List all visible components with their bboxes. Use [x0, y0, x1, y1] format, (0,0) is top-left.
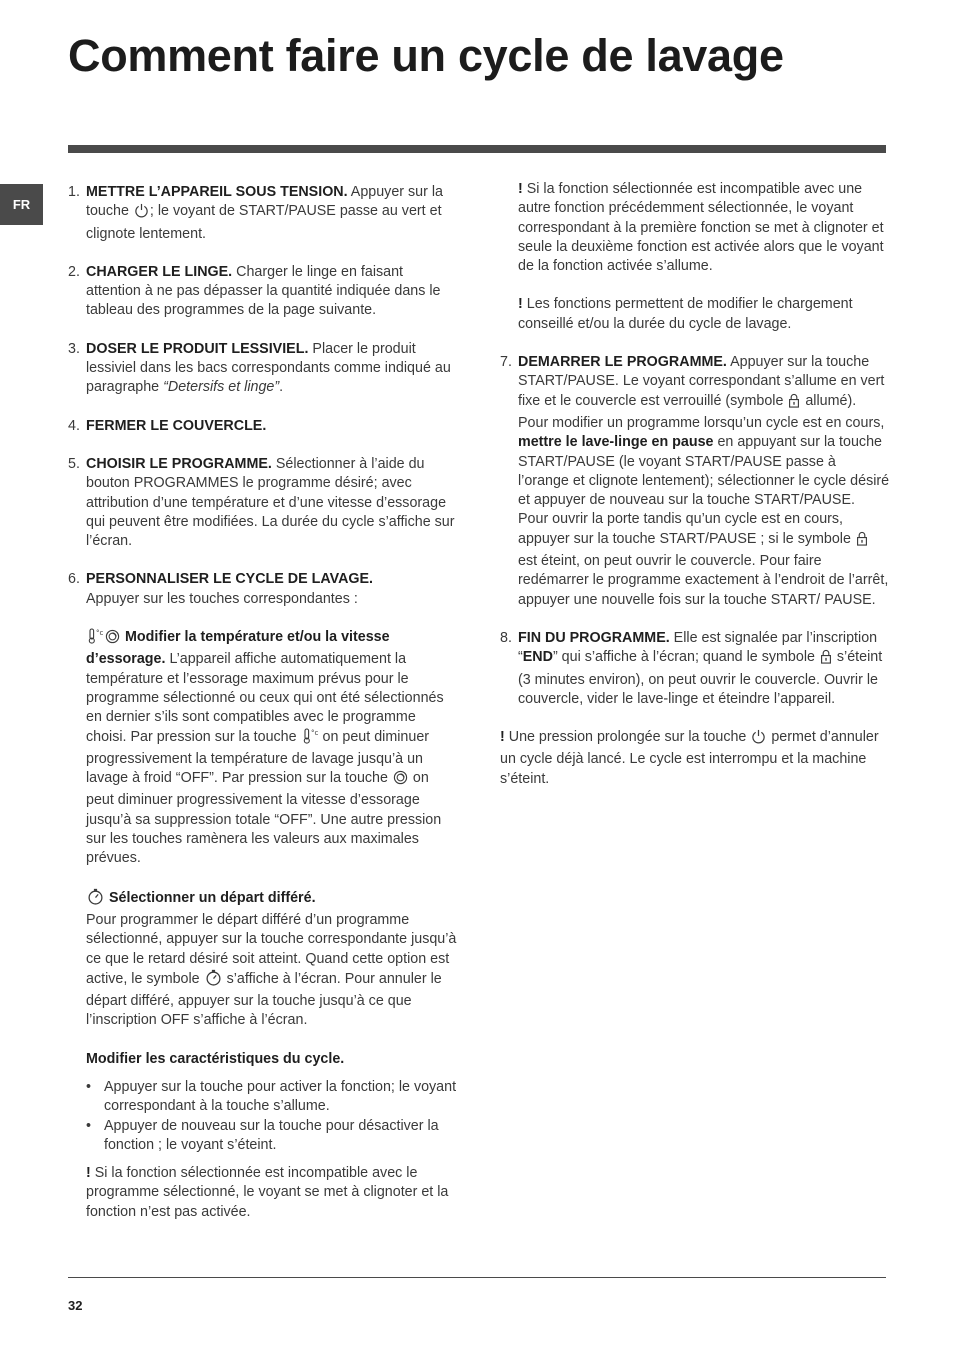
list-item: • Appuyer de nouveau sur la touche pour désactiver la fonction ; le voyant s’éteint.	[86, 1117, 439, 1153]
page-number: 32	[68, 1298, 83, 1313]
lock-icon	[788, 393, 800, 414]
step-6: 6. PERSONNALISER LE CYCLE DE LAVAGE. Appuyer sur les touches correspondantes :	[68, 571, 374, 607]
spin-icon	[105, 629, 120, 650]
step-heading: CHARGER LE LINGE.	[86, 263, 233, 280]
timer-icon	[205, 969, 222, 992]
step-heading: DOSER LE PRODUIT LESSIVIEL.	[86, 340, 309, 357]
svg-text:°c: °c	[310, 728, 318, 737]
step-heading: DEMARRER LE PROGRAMME.	[518, 354, 727, 371]
lock-icon	[820, 649, 832, 670]
modify-heading: Modifier les caractéristiques du cycle.	[86, 1050, 345, 1067]
note-long-press: ! Une pression prolongée sur la touche permet d’annuler un cycle déjà lancé. Le cycle est interrompu et la machine s’éteint.	[500, 729, 879, 787]
step-heading: FIN DU PROGRAMME.	[518, 629, 670, 646]
thermometer-icon	[87, 628, 103, 650]
delay-section: Sélectionner un départ différé. Pour programmer le départ différé d’un programme sélectionné, appuyer sur la touche correspondante jusqu’à ce que le retard désiré soit atteint. Quand cette option est active, le symbole s’affiche à l’écran. Pour annuler le départ différé, appuyer sur la touche jusqu’à ce que l’inscription OFF s’affiche à l’écran.	[86, 889, 457, 1029]
thermometer-icon	[302, 728, 318, 750]
footer-divider	[68, 1277, 886, 1278]
step-2: 2. CHARGER LE LINGE. Charger le linge en faisant attention à ne pas dépasser la quantité indiquée dans le tableau des programmes de la page suivante.	[68, 263, 441, 319]
modify-heading-block	[68, 1050, 460, 1069]
language-tab: FR	[0, 184, 43, 225]
step-7: 7. DEMARRER LE PROGRAMME. Appuyer sur la touche START/PAUSE. Le voyant correspondant s’allume en vert fixe et le couvercle est verrouillé (symbole allumé). Pour modifier un programme lorsqu’un cycle est en cours, mettre le lave-linge en pause en appuyant sur la touche START/PAUSE (le voyant START/PAUSE passe à l’orange et clignote lentement); sélectionner le cycle désiré et appuyer de nouveau sur la touche START/PAUSE. Pour ouvrir la porte tandis qu’un cycle est en cours, appuyer sur la touche START/PAUSE ; si le symbole est éteint, on peut ouvrir le couvercle. Pour faire redémarrer le programme exactement à l’endroit de l’arrêt, appuyer une nouvelle fois sur la touche START/ PAUSE.	[500, 354, 890, 608]
svg-text:°c: °c	[96, 629, 103, 638]
step-heading: FERMER LE COUVERCLE.	[86, 417, 267, 434]
timer-icon	[87, 888, 104, 911]
step-5: 5. CHOISIR LE PROGRAMME. Sélectionner à l’aide du bouton PROGRAMMES le programme désiré; avec attribution d’une température et d’une vitesse d’essorage qui peuvent être modifiées. La durée du cycle s’affiche sur l’écran.	[68, 455, 455, 550]
delay-heading: Sélectionner un départ différé.	[108, 889, 316, 906]
page-title: Comment faire un cycle de lavage	[68, 30, 784, 81]
lock-icon	[856, 531, 868, 552]
note-incompatible-program: ! Si la fonction sélectionnée est incompatible avec le programme sélectionné, le voyant se met à clignoter et la fonction n’est pas activée.	[86, 1165, 449, 1220]
note-incompatible-function: ! Si la fonction sélectionnée est incompatible avec une autre fonction précédemment sélectionnée, le voyant correspondant à la première fonction se met à clignoter et seule la deuxième fonction est activée alors que le voyant de la fonction activée s’allume.	[518, 181, 884, 275]
title-divider	[68, 145, 886, 153]
temp-spin-section: °c Modifier la température et/ou la vitesse d’essorage. L’appareil affiche automatiquement la température et l’essorage maximum prévus pour le programme sélectionné ou ceux qui ont été sélectionnés en dernier s’ils sont compatibles avec le programme choisi. Par pression sur la touche °c on peut diminuer progressivement la température de lavage jusqu’à un lavage à froid “OFF”. Par pression sur la touche on peut diminuer progressivement la vitesse d’essorage jusqu’à sa suppression totale “OFF”. Une autre pression sur les touches ramènera les valeurs aux maximales prévues.	[86, 629, 444, 867]
step-heading: PERSONNALISER LE CYCLE DE LAVAGE.	[86, 571, 374, 588]
step-heading: METTRE L’APPAREIL SOUS TENSION.	[86, 184, 348, 200]
note-functions: ! Les fonctions permettent de modifier le chargement conseillé et/ou la durée du cycle de lavage.	[518, 296, 853, 332]
power-icon	[751, 729, 766, 750]
spin-icon	[393, 770, 408, 791]
end-label: END	[522, 649, 553, 666]
temp-spin-heading: Modifier la température et/ou la vitesse d’essorage.	[86, 629, 390, 668]
left-column	[68, 183, 460, 1222]
right-column	[500, 180, 890, 789]
step-1: 1. METTRE L’APPAREIL SOUS TENSION. Appuyer sur la touche ; le voyant de START/PAUSE passe au vert et clignote lentement.	[68, 184, 443, 242]
power-icon	[134, 203, 149, 224]
step-8: 8. FIN DU PROGRAMME. Elle est signalée par l’inscription “END” qui s’affiche à l’écran; quand le symbole s’éteint (3 minutes environ), on peut ouvrir le couvercle. Ouvrir le couvercle, vider le lave-linge et éteindre l’appareil.	[500, 629, 883, 707]
step-4: 4. FERMER LE COUVERCLE.	[68, 417, 267, 434]
list-item: • Appuyer sur la touche pour activer la fonction; le voyant correspondant à la touche s’allume.	[86, 1078, 457, 1115]
step-heading: CHOISIR LE PROGRAMME.	[86, 455, 272, 472]
step-3: 3. DOSER LE PRODUIT LESSIVIEL. Placer le produit lessiviel dans les bacs correspondants comme indiqué au paragraphe “Detersifs et linge”.	[68, 340, 451, 396]
